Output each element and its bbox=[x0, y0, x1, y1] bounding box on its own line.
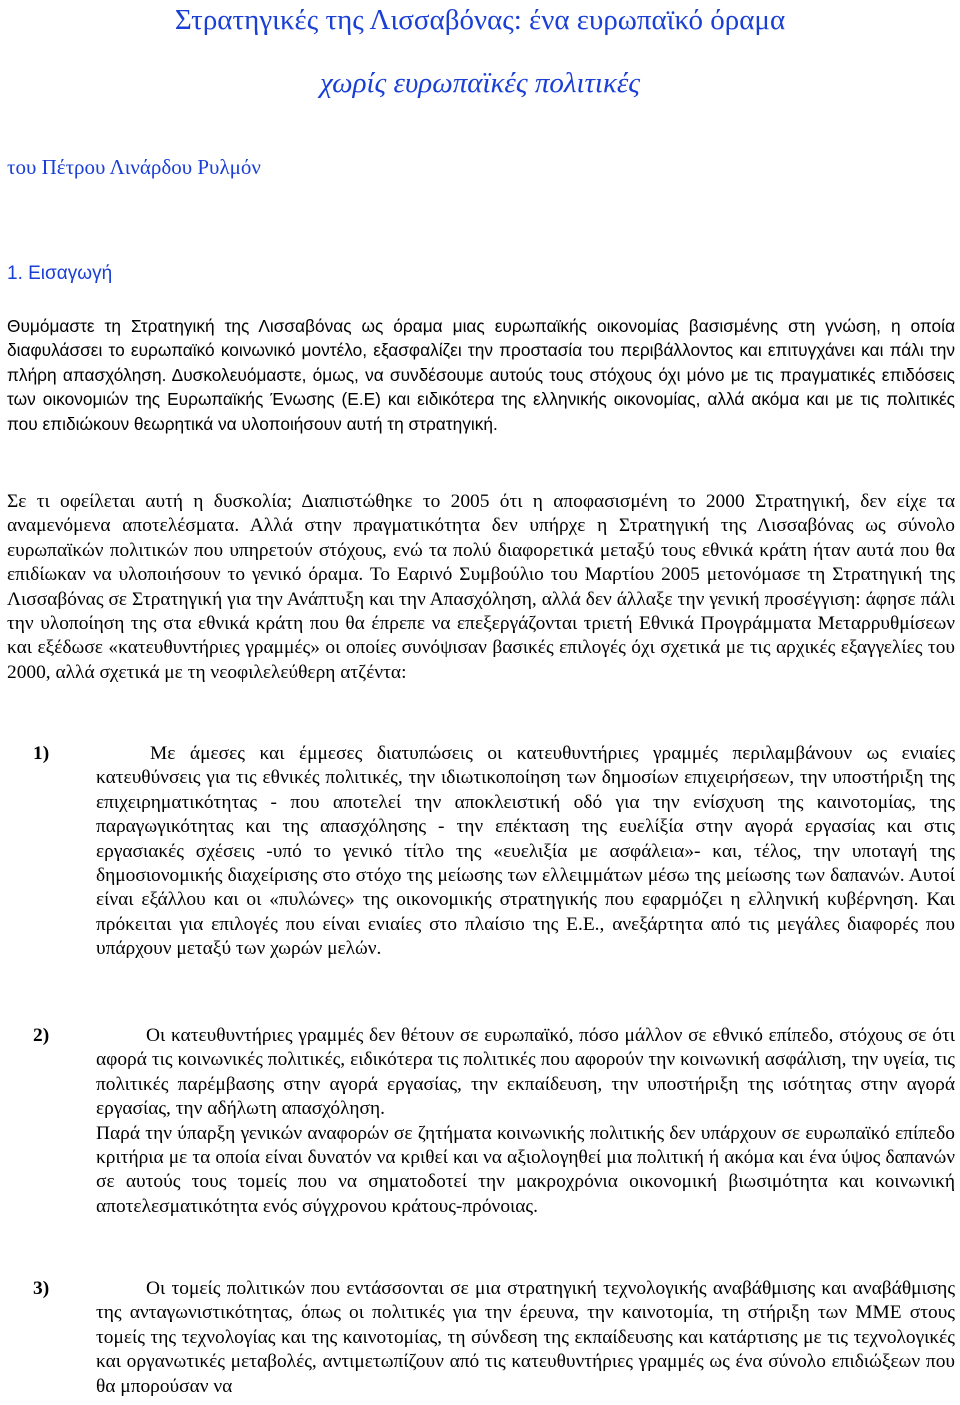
list-item-text: Με άμεσες και έμμεσες διατυπώσεις οι κατευθυντήριες γραμμές περιλαμβάνουν ως ενιαίες κατευθύνσεις για τις εθνικές πολιτικές, την ιδιωτικοποίηση των δημοσίων επιχειρήσεων, την υποστήριξη της επιχειρηματικότητας - που αποτελεί την αποκλειστική οδό για την ενίσχυση της καινοτομίας, της παραγωγικότητας και της απασχόλησης - την επέκταση της ευελίξία στην αγορά εργασίας και στις εργασιακές σχέσεις -υπό το γενικό τίτλο της «ευελιξία με ασφάλεια»- και, τέλος, την υποταγή της δημοσιονομικής διαχείρισης στο στόχο της μείωσης των ελλειμμάτων μέσω της μείωσης των δαπανών. Αυτοί είναι εξάλλου και οι «πυλώνες» της οικονομικής στρατηγικής που εφαρμόζει η ελληνική κυβέρνηση. Και πρόκειται για επιλογές που είναι ενιαίες στο πλαίσιο της Ε.Ε., ανεξάρτητα από τις μεγάλες διαφορές που υπάρχουν μεταξύ των χωρών μελών. bbox=[96, 743, 955, 960]
list-item-2 bbox=[33, 1024, 955, 1219]
list-item-text: Οι κατευθυντήριες γραμμές δεν θέτουν σε ευρωπαϊκό, πόσο μάλλον σε εθνικό επίπεδο, στόχους σε ότι αφορά τις κοινωνικές πολιτικές, ειδικότερα τις πολιτικές που αφορούν την κοινωνική ασφάλιση, την υγεία, τις πολιτικές παρέμβασης στην αγορά εργασίας, την εκπαίδευση, την υποστήριξη της ισότητας στην αγορά εργασίας, την αδήλωτη απασχόληση. bbox=[96, 1025, 955, 1120]
list-item-1 bbox=[33, 742, 955, 962]
intro-paragraph: Θυμόμαστε τη Στρατηγική της Λισσαβόνας ως όραμα μιας ευρωπαϊκής οικονομίας βασισμένης στη γνώση, η οποία διαφυλάσσει το ευρωπαϊκό κοινωνικό μοντέλο, εξασφαλίζει την προστασία του περιβάλλοντος και επιτυγχάνει και πάλι την πλήρη απασχόληση. Δυσκολευόμαστε, όμως, να συνδέσουμε αυτούς τους στόχους όχι μόνο με τις πραγματικές επιδόσεις των οικονομιών της Ευρωπαϊκής Ένωσης (Ε.Ε) και ειδικότερα της ελληνικής οικονομίας, αλλά ακόμα και με τις πολιτικές που επιδιώκουν θεωρητικά να υλοποιήσουν αυτή τη στρατηγική. bbox=[7, 316, 955, 434]
list-item-number: 1) bbox=[33, 743, 50, 764]
list-item-text-container bbox=[96, 1277, 955, 1399]
document-title-line2: χωρίς ευρωπαϊκές πολιτικές bbox=[319, 67, 641, 99]
body-paragraph: Σε τι οφείλεται αυτή η δυσκολία; Διαπιστώθηκε το 2005 ότι η αποφασισμένη το 2000 Στρατηγική, δεν είχε τα αναμενόμενα αποτελέσματα. Αλλά στην πραγματικότητα δεν υπήρχε η Στρατηγική της Λισσαβόνας ως σύνολο ευρωπαϊκών πολιτικών που υπηρετούν στόχους, ενώ τα πολύ διαφορετικά μεταξύ τους εθνικά κράτη ήταν αυτά που θα επιδίωκαν να υλοποιήσουν το γενικό όραμα. Το Εαρινό Συμβούλιο του Μαρτίου 2005 μετονόμασε τη Στρατηγική της Λισσαβόνας σε Στρατηγική για την Ανάπτυξη και την Απασχόληση, αλλά δεν άλλαξε την γενική προσέγγιση: άφησε πάλι την υλοποίηση της στα εθνικά κράτη που θα έπρεπε να επεξεργάζονται τριετή Εθνικά Προγράμματα Μεταρρυθμίσεων και εξέδωσε «κατευθυντήριες γραμμές» οι οποίες συνόψισαν βασικές επιλογές όχι σχετικά με τις αρχικές εξαγγελίες του 2000, αλλά σχετικά με τη νεοφιλελεύθερη ατζέντα: bbox=[7, 491, 955, 683]
author-line: του Πέτρου Λινάρδου Ρυλμόν bbox=[7, 155, 261, 179]
list-item-number: 2) bbox=[33, 1025, 50, 1046]
section-heading: 1. Εισαγωγή bbox=[7, 263, 113, 284]
list-item-3 bbox=[33, 1277, 955, 1399]
document-title-line1: Στρατηγικές της Λισσαβόνας: ένα ευρωπαϊκό όραμα bbox=[174, 4, 786, 36]
list-item-text: Οι τομείς πολιτικών που εντάσσονται σε μια στρατηγική τεχνολογικής αναβάθμισης και αναβάθμισης της ανταγωνιστικότητας, όπως οι πολιτικές για την έρευνα, την καινοτομία, τη στήριξη των ΜΜΕ στους τομείς της τεχνολογίας και της καινοτομίας, τη σύνδεση της εκπαίδευσης και κατάρτισης με τις τεχνολογικές και οργανωτικές μεταβολές, αντιμετωπίζουν από τις κατευθυντήριες γραμμές ως ένα σύνολο επιδιώξεων που θα μπορούσαν να bbox=[96, 1278, 955, 1397]
list-item-text-container bbox=[96, 742, 955, 962]
list-item-text-container bbox=[96, 1024, 955, 1219]
list-item-text-continued: Παρά την ύπαρξη γενικών αναφορών σε ζητήματα κοινωνικής πολιτικής δεν υπάρχουν σε ευρωπαϊκό επίπεδο κριτήρια με τα οποία είναι δυνατόν να κριθεί και να αξιολογηθεί μια πολιτική ή ακόμα και ένα ύψος δαπανών σε αυτούς τους τομείς που να σηματοδοτεί την μακροχρόνια οικονομική βιωσιμότητα και κοινωνική αποτελεσματικότητα ενός σύγχρονου κράτους-πρόνοιας. bbox=[96, 1122, 955, 1217]
list-item-number: 3) bbox=[33, 1278, 50, 1299]
